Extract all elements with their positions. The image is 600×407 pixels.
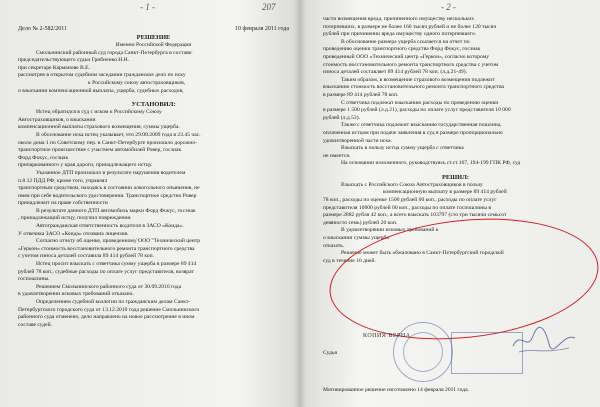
left-page-number: - 1 - (140, 2, 155, 12)
body-line: с учетом износа деталей составила 89 414 рублей 78 коп. (18, 253, 154, 260)
judge-label: Судья (323, 350, 338, 356)
decision-line: Решение может быть обжаловано в Санкт-Петербургский городской (341, 250, 504, 257)
body-line: «Геркон» стоимость восстановительного ремонта транспортного средства (18, 245, 195, 252)
body-line: В обоснование размера ущерба ссылается на отчет по (341, 38, 470, 45)
right-top-block (323, 16, 588, 168)
body-line: рублей 78 коп., судебные расходы по оплате услуг представителя, возврат (18, 268, 194, 275)
decision-line: девяносто семь) рублей 20 коп. (323, 219, 398, 226)
corner-mark: 207 (262, 2, 276, 12)
body-line: В результате данного ДТП автомобиль марки Форд Фокус, госзнак (36, 207, 196, 214)
body-line: У отвечика ЗАСО «Конда» отозвана лицензия. (18, 230, 129, 237)
intro-line: к Российскому союзу автостраховщиков, (88, 79, 186, 86)
body-line: припаркованного у края дороги, принадлежащего истцу. (18, 162, 153, 169)
decision-line: размере 2882 рубля 42 коп., а всего взыскать 103797 (сто три тысячи семьсот (323, 212, 507, 219)
body-line: износа деталей составляет 89 414 рублей 78 коп. (л.д.21-49). (323, 69, 467, 76)
body-line: В обоснование иска истец указывает, что 29.08.2009 года в 23.45 час. (36, 131, 201, 138)
body-line: Решением Смольнинского районного суда от 30.09.2010 года (36, 283, 182, 290)
copy-mark: КОПИЯ ВЕРНА (363, 333, 411, 339)
body-line: взысканию стоимость восстановительного ремонта транспортного средства (323, 84, 504, 91)
body-line: в размере 89 414 рублей 78 коп. (323, 91, 399, 98)
case-header (18, 26, 289, 32)
body-line: Согласно отчету об оценке, проведенному ООО "Технический центр (36, 238, 201, 245)
decision-line: 78 коп., расходы по оценке 1500 рублей 00 коп., расходы по оплате услуг (323, 197, 497, 204)
body-line: около дома 1 по Советскому пер. в Санкт-Петербурге произошло дорожно- (18, 139, 198, 146)
body-line: районного суда отменено, дело направлено на новое рассмотрение в ином (18, 314, 195, 321)
body-line: проведению оценки транспортного средства Форд Фокус, госзнак (323, 46, 481, 53)
body-line: Определением судебной коллегии по гражданским делам Санкт- (36, 299, 191, 305)
body-line: транспортное происшествие с участием автомобилей Ровер, госзнак (18, 147, 182, 154)
body-line: транспортным средством, находясь в состоянии алкогольного опьянения, не (18, 185, 200, 192)
intro-line: о взыскании компенсационной выплаты, ущерба, судебных расходов, (18, 87, 184, 94)
intro-line: председательствующего судьи Грибненко Н.Н. (18, 57, 130, 64)
decision-line: отказать. (323, 242, 345, 249)
body-line: рублей при причинении вреда имуществу одного потерпевшего. (323, 31, 477, 38)
case-number: Дело № 2-582/2011 (18, 26, 67, 32)
decision-title: РЕШЕНИЕ (136, 34, 171, 41)
intro-line: при секретаре Карманове В.Е. (18, 64, 90, 71)
body-line: Автогражданская ответственность водителя в ЗАСО «Конда». (36, 223, 184, 230)
body-line: удовлетворенной части иска. (323, 137, 392, 144)
body-line: составе судей. (18, 321, 52, 328)
body-line: На основании изложенного, руководствуясь ст.ст.167, 194-199 ГПК РФ, суд (341, 160, 521, 167)
body-line: в размере 1 500 рублей (л.д.21), расходы по оплате услуг представителя 10 000 (323, 107, 511, 114)
body-line: оплаченная истцом при подаче заявления в суд в размере пропорционально (323, 129, 503, 136)
body-line: Таким образом, в возмещение страхового возмещения подлежит (341, 76, 495, 83)
footer-note: Мотивированное решение изготовлено 14 февраля 2011 года. (323, 387, 469, 393)
in-name-line: Именем Российской Федерации (115, 42, 192, 48)
body-line: принадлежит на праве собственности (18, 200, 108, 207)
right-page (301, 0, 600, 407)
body-line: в удовлетворении исковых требований отказано. (18, 291, 134, 298)
body-line: рублей (л.д.53). (323, 114, 360, 121)
body-line: Автостраховщиков, о взыскании (18, 116, 96, 123)
decision-line: компенсационную выплату в размере 89 414 рублей (383, 189, 507, 196)
body-line: не имеется. (323, 152, 351, 159)
body-line: Петербургского городского суда от 13.12.2010 года решение Смольнинского (18, 306, 200, 313)
body-line: Истец обратился в суд с иском к Российскому Союзу (36, 109, 162, 116)
body-line: С ответчика подлежат взысканию расходы по проведению оценки (341, 99, 499, 106)
body-block (18, 109, 289, 329)
body-line: , принадлежащий истцу, получил повреждения. (18, 215, 132, 222)
intro-line: рассмотрев в открытом судебном заседании гражданское дело по иску (18, 72, 186, 79)
right-page-number: - 2 - (441, 2, 456, 12)
body-line: Также с ответчика подлежит взысканию государственная пошлина, (341, 122, 502, 129)
decision-line: В удовлетворении исковых требований к (341, 227, 439, 234)
handwritten-signature (511, 322, 577, 358)
body-line: компенсационной выплаты страхового возмещения, суммы ущерба. (18, 124, 180, 131)
body-line: части возмещения вреда, причиненного имуществу нескольких (323, 16, 475, 22)
intro-block (18, 50, 289, 96)
body-line: стоимость восстановительного ремонта транспортного средства с учетом (323, 61, 499, 68)
body-line: Взыскать в пользу истца сумму ущерба с ответчика (341, 145, 464, 152)
body-line: Форд Фокус, госзнак (18, 154, 69, 161)
body-line: имея при себе водительского удостоверения. Транспортное средство Ровер (18, 192, 197, 199)
body-line: потерпевших, в размере не более 160 тысяч рублей и не более 120 тысяч (323, 23, 497, 30)
decided-title: РЕШИЛ: (441, 173, 470, 181)
left-page (0, 0, 299, 407)
body-line: Истец просит взыскать с ответчика сумму ущерба в размере 89 414 (36, 261, 197, 268)
established-title: УСТАНОВИЛ: (131, 101, 176, 109)
decision-line: представителя 10000 рублей 00 коп., расходы по оплате госпошлины в (323, 204, 492, 211)
body-line: п.8.12 ПДД РФ, кроме того, управлял (18, 177, 108, 184)
intro-line: Смольнинский районный суд города Санкт-Петербурга в составе: (36, 49, 193, 56)
body-line: Указанное ДТП произошло в результате нарушения водителем (36, 169, 186, 176)
decision-line: о взыскании суммы ущерба (323, 235, 389, 242)
body-line: проведенный ООО «Технический центр «Геркон», согласно которому (323, 53, 490, 60)
body-line: госпошлины. (18, 276, 50, 283)
decision-line: Взыскать с Российского Союза Автостраховщиков в пользу (341, 181, 483, 188)
decision-line: суд в течение 10 дней. (323, 257, 376, 264)
decision-date: 10 февраля 2011 года (235, 26, 289, 32)
